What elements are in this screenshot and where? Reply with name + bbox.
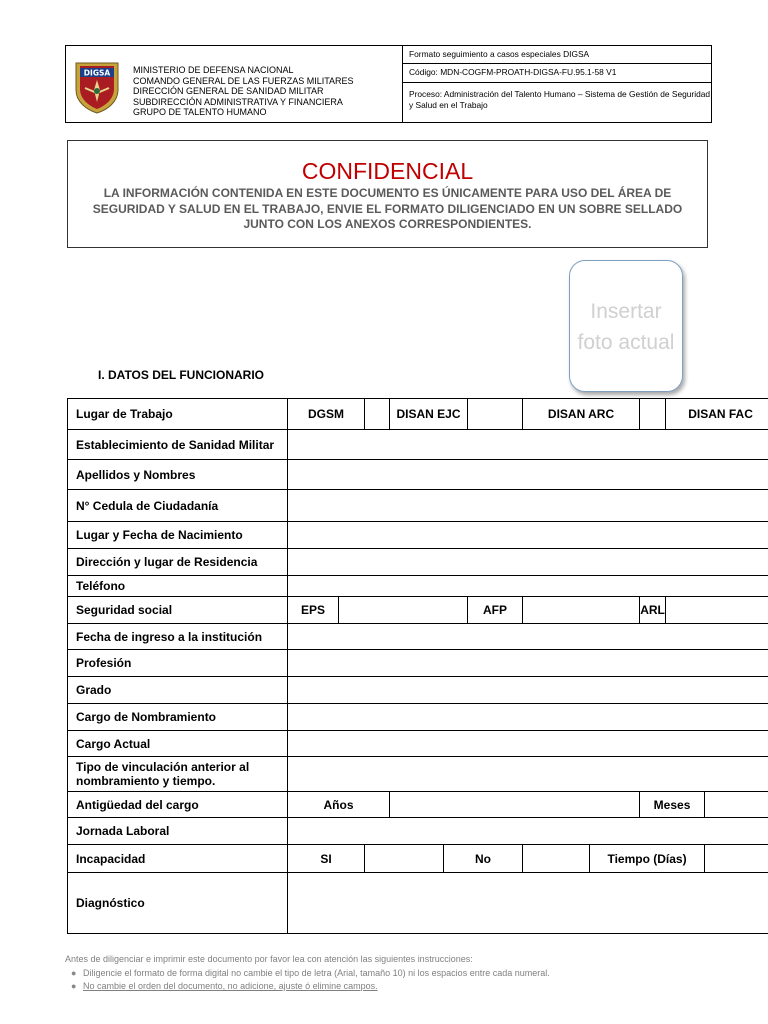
label-fecha-ingreso: Fecha de ingreso a la institución bbox=[68, 624, 288, 650]
field-anos[interactable] bbox=[390, 792, 640, 818]
label-afp: AFP bbox=[468, 597, 523, 624]
field-diagnostico[interactable] bbox=[288, 873, 768, 934]
table-row bbox=[68, 792, 768, 818]
table-row bbox=[68, 624, 768, 650]
field-residencia[interactable] bbox=[288, 549, 768, 576]
label-arl: ARL bbox=[640, 597, 666, 624]
option-disan-ejc: DISAN EJC bbox=[390, 399, 468, 430]
institution-block bbox=[66, 46, 403, 122]
section-title: I. DATOS DEL FUNCIONARIO bbox=[98, 368, 265, 382]
field-no[interactable] bbox=[523, 845, 590, 873]
document-header bbox=[65, 45, 712, 123]
label-tiempo: Tiempo (Días) bbox=[590, 845, 705, 873]
label-si: SI bbox=[288, 845, 365, 873]
label-seguridad-social: Seguridad social bbox=[68, 597, 288, 624]
table-row bbox=[68, 460, 768, 490]
institution-line: COMANDO GENERAL DE LAS FUERZAS MILITARES bbox=[133, 75, 354, 86]
label-residencia: Dirección y lugar de Residencia bbox=[68, 549, 288, 576]
table-row bbox=[68, 650, 768, 677]
institution-line: GRUPO DE TALENTO HUMANO bbox=[133, 107, 267, 118]
label-eps: EPS bbox=[288, 597, 339, 624]
field-tiempo[interactable] bbox=[705, 845, 768, 873]
label-lugar-trabajo: Lugar de Trabajo bbox=[68, 399, 288, 430]
confidential-notice bbox=[67, 140, 708, 248]
instruction-text: No cambie el orden del documento, no adicione, ajuste ó elimine campos. bbox=[83, 981, 378, 991]
label-jornada: Jornada Laboral bbox=[68, 818, 288, 845]
option-disan-fac: DISAN FAC bbox=[666, 399, 768, 430]
label-establecimiento: Establecimiento de Sanidad Militar bbox=[68, 430, 288, 460]
institution-line: SUBDIRECCIÓN ADMINISTRATIVA Y FINANCIERA bbox=[133, 96, 343, 107]
field-eps[interactable] bbox=[339, 597, 468, 624]
field-jornada[interactable] bbox=[288, 818, 768, 845]
photo-placeholder-label: Insertar foto actual bbox=[577, 300, 675, 354]
table-row bbox=[68, 845, 768, 873]
instruction-text: Diligencie el formato de forma digital no cambie el tipo de letra (Arial, tamaño 10) ni los espacios entre cada numeral. bbox=[83, 967, 550, 978]
table-row bbox=[68, 677, 768, 704]
label-nacimiento: Lugar y Fecha de Nacimiento bbox=[68, 522, 288, 549]
bullet-icon: ● bbox=[71, 967, 77, 978]
label-profesion: Profesión bbox=[68, 650, 288, 677]
table-row bbox=[68, 757, 768, 792]
field-cedula[interactable] bbox=[288, 490, 768, 522]
field-tipo-vinculacion[interactable] bbox=[288, 757, 768, 792]
label-telefono: Teléfono bbox=[68, 576, 288, 597]
table-row bbox=[68, 549, 768, 576]
label-diagnostico: Diagnóstico bbox=[68, 873, 288, 934]
field-nacimiento[interactable] bbox=[288, 522, 768, 549]
table-row bbox=[68, 731, 768, 757]
label-grado: Grado bbox=[68, 677, 288, 704]
label-anos: Años bbox=[288, 792, 390, 818]
field-afp[interactable] bbox=[523, 597, 640, 624]
field-profesion[interactable] bbox=[288, 650, 768, 677]
instruction-item bbox=[65, 967, 550, 981]
confidential-text: LA INFORMACIÓN CONTENIDA EN ESTE DOCUMENTO ES ÚNICAMENTE PARA USO DEL ÁREA DE SEGURIDAD Y SALUD EN EL TRABAJO, ENVIE EL FORMATO DILIGENCIADO EN UN SOBRE SELLADO JUNTO CON LOS ANEXOS CORRESPONDIENTES. bbox=[92, 186, 683, 231]
document-code: Código: MDN-COGFM-PROATH-DIGSA-FU.95.1-58 V1 bbox=[402, 64, 711, 83]
label-antiguedad: Antigüedad del cargo bbox=[68, 792, 288, 818]
label-apellidos: Apellidos y Nombres bbox=[68, 460, 288, 490]
confidential-title: CONFIDENCIAL bbox=[301, 158, 474, 184]
logo-text: DIGSA bbox=[83, 68, 111, 78]
field-fecha-ingreso[interactable] bbox=[288, 624, 768, 650]
label-tipo-vinculacion: Tipo de vinculación anterior al nombramiento y tiempo. bbox=[68, 757, 288, 792]
table-row bbox=[68, 873, 768, 934]
field-establecimiento[interactable] bbox=[288, 430, 768, 460]
format-name: Formato seguimiento a casos especiales DIGSA bbox=[402, 46, 711, 64]
field-telefono[interactable] bbox=[288, 576, 768, 597]
field-cargo-nombramiento[interactable] bbox=[288, 704, 768, 731]
bullet-icon: ● bbox=[71, 981, 77, 991]
digsa-shield-logo bbox=[73, 60, 121, 114]
label-cedula: N° Cedula de Ciudadanía bbox=[68, 490, 288, 522]
table-row bbox=[68, 399, 768, 430]
label-no: No bbox=[444, 845, 523, 873]
institution-names bbox=[133, 65, 354, 118]
instructions-intro: Antes de diligenciar e imprimir este documento por favor lea con atención las siguientes instrucciones: bbox=[65, 954, 473, 964]
table-row bbox=[68, 818, 768, 845]
process-name: Proceso: Administración del Talento Humano – Sistema de Gestión de Seguridad y Salud en el Trabajo bbox=[409, 89, 711, 110]
label-incapacidad: Incapacidad bbox=[68, 845, 288, 873]
option-dgsm: DGSM bbox=[288, 399, 365, 430]
label-cargo-nombramiento: Cargo de Nombramiento bbox=[68, 704, 288, 731]
field-grado[interactable] bbox=[288, 677, 768, 704]
table-row bbox=[68, 576, 768, 597]
institution-line: MINISTERIO DE DEFENSA NACIONAL bbox=[133, 65, 294, 75]
table-row bbox=[68, 490, 768, 522]
checkbox-dgsm[interactable] bbox=[365, 399, 390, 430]
field-arl[interactable] bbox=[666, 597, 768, 624]
label-cargo-actual: Cargo Actual bbox=[68, 731, 288, 757]
table-row bbox=[68, 430, 768, 460]
label-meses: Meses bbox=[640, 792, 705, 818]
table-row bbox=[68, 522, 768, 549]
field-apellidos[interactable] bbox=[288, 460, 768, 490]
document-metadata bbox=[402, 46, 711, 122]
field-cargo-actual[interactable] bbox=[288, 731, 768, 757]
table-row bbox=[68, 597, 768, 624]
institution-line: DIRECCIÓN GENERAL DE SANIDAD MILITAR bbox=[133, 86, 324, 97]
instruction-item bbox=[65, 980, 550, 994]
option-disan-arc: DISAN ARC bbox=[523, 399, 640, 430]
photo-placeholder[interactable] bbox=[569, 260, 683, 392]
table-row bbox=[68, 704, 768, 731]
checkbox-disan-ejc[interactable] bbox=[468, 399, 523, 430]
field-meses[interactable] bbox=[705, 792, 768, 818]
checkbox-disan-arc[interactable] bbox=[640, 399, 666, 430]
instructions bbox=[65, 953, 550, 994]
employee-data-table bbox=[67, 398, 768, 934]
field-si[interactable] bbox=[365, 845, 444, 873]
